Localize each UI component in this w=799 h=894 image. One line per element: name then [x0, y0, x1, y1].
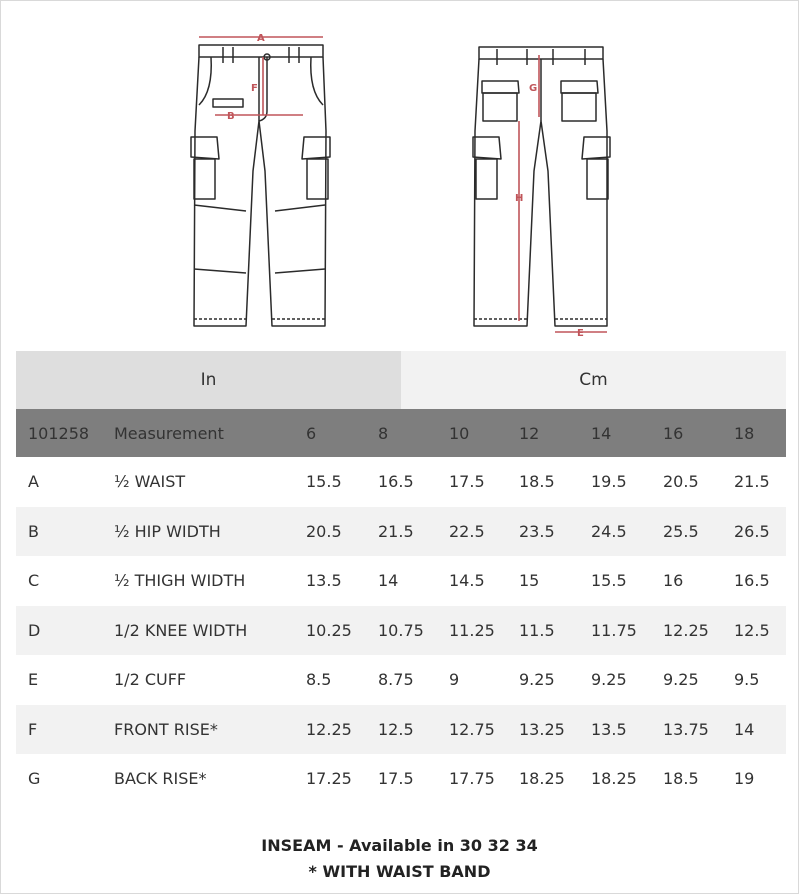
table-row — [16, 606, 786, 656]
table-header-cell: 6 — [306, 423, 317, 443]
size-value-cell: 18.25 — [591, 769, 637, 789]
size-value-cell: 13.75 — [663, 719, 709, 739]
diagram-label-a: A — [257, 33, 265, 44]
table-row — [16, 507, 786, 557]
size-value-cell: 18.5 — [663, 769, 699, 789]
size-value-cell: 12.5 — [734, 620, 770, 640]
table-row — [16, 457, 786, 507]
row-code-cell: F — [28, 719, 38, 739]
size-value-cell: 12.25 — [306, 719, 352, 739]
size-value-cell: 21.5 — [734, 472, 770, 492]
diagram-label-b: B — [227, 111, 235, 122]
size-table — [16, 409, 786, 804]
size-value-cell: 25.5 — [663, 521, 699, 541]
table-header-cell: 12 — [519, 423, 540, 443]
size-value-cell: 9 — [449, 670, 460, 690]
size-value-cell: 18.25 — [519, 769, 565, 789]
size-value-cell: 14 — [734, 719, 755, 739]
size-value-cell: 20.5 — [663, 472, 699, 492]
table-header-cell: 8 — [378, 423, 389, 443]
table-header-cell: 18 — [734, 423, 755, 443]
size-value-cell: 10.75 — [378, 620, 424, 640]
size-value-cell: 13.5 — [306, 571, 342, 591]
size-value-cell: 17.5 — [378, 769, 414, 789]
unit-tab-inches[interactable]: In — [16, 351, 401, 409]
table-header-cell: 16 — [663, 423, 684, 443]
size-value-cell: 20.5 — [306, 521, 342, 541]
diagram-label-g: G — [529, 83, 538, 94]
row-code-cell: D — [28, 620, 41, 640]
row-code-cell: E — [28, 670, 39, 690]
size-value-cell: 12.25 — [663, 620, 709, 640]
size-value-cell: 21.5 — [378, 521, 414, 541]
table-header-cell: 10 — [449, 423, 470, 443]
size-value-cell: 15 — [519, 571, 540, 591]
size-value-cell: 9.25 — [591, 670, 627, 690]
waist-band-note: * WITH WAIST BAND — [308, 862, 491, 881]
size-value-cell: 12.5 — [378, 719, 414, 739]
size-value-cell: 26.5 — [734, 521, 770, 541]
table-header-cell: Measurement — [114, 423, 224, 443]
diagram-label-h: H — [515, 193, 524, 204]
measurement-name-cell: BACK RISE* — [114, 769, 207, 789]
size-value-cell: 13.5 — [591, 719, 627, 739]
size-value-cell: 8.75 — [378, 670, 414, 690]
size-value-cell: 15.5 — [591, 571, 627, 591]
size-value-cell: 11.75 — [591, 620, 637, 640]
size-value-cell: 16.5 — [378, 472, 414, 492]
size-value-cell: 9.25 — [663, 670, 699, 690]
footer-notes — [1, 833, 798, 885]
table-header-cell: 101258 — [28, 423, 90, 443]
row-code-cell: C — [28, 571, 40, 591]
measurement-name-cell: ½ HIP WIDTH — [114, 521, 221, 541]
size-value-cell: 14.5 — [449, 571, 485, 591]
table-row — [16, 655, 786, 705]
inseam-note: INSEAM - Available in 30 32 34 — [261, 836, 538, 855]
size-value-cell: 8.5 — [306, 670, 332, 690]
table-row — [16, 754, 786, 804]
table-row — [16, 705, 786, 755]
size-value-cell: 23.5 — [519, 521, 555, 541]
size-value-cell: 9.5 — [734, 670, 760, 690]
size-value-cell: 14 — [378, 571, 399, 591]
unit-toggle — [16, 351, 786, 409]
size-value-cell: 16 — [663, 571, 684, 591]
measurement-name-cell: ½ THIGH WIDTH — [114, 571, 246, 591]
size-value-cell: 13.25 — [519, 719, 565, 739]
size-value-cell: 11.5 — [519, 620, 555, 640]
size-value-cell: 24.5 — [591, 521, 627, 541]
size-value-cell: 12.75 — [449, 719, 495, 739]
diagram-label-e: E — [577, 328, 584, 339]
front-view-pants — [191, 45, 330, 326]
row-code-cell: B — [28, 521, 39, 541]
table-header-cell: 14 — [591, 423, 612, 443]
size-value-cell: 10.25 — [306, 620, 352, 640]
size-value-cell: 19.5 — [591, 472, 627, 492]
size-value-cell: 9.25 — [519, 670, 555, 690]
size-value-cell: 17.25 — [306, 769, 352, 789]
size-value-cell: 11.25 — [449, 620, 495, 640]
size-value-cell: 16.5 — [734, 571, 770, 591]
size-value-cell: 15.5 — [306, 472, 342, 492]
size-value-cell: 17.5 — [449, 472, 485, 492]
measurement-name-cell: ½ WAIST — [114, 472, 186, 492]
size-value-cell: 19 — [734, 769, 755, 789]
table-row — [16, 556, 786, 606]
row-code-cell: G — [28, 769, 41, 789]
size-value-cell: 22.5 — [449, 521, 485, 541]
measurement-name-cell: FRONT RISE* — [114, 719, 218, 739]
pants-measurement-diagram — [1, 1, 798, 346]
table-header-row — [16, 409, 786, 457]
measurement-name-cell: 1/2 CUFF — [114, 670, 187, 690]
measurement-name-cell: 1/2 KNEE WIDTH — [114, 620, 248, 640]
diagram-label-f: F — [251, 83, 258, 94]
row-code-cell: A — [28, 472, 39, 492]
measurement-guides — [199, 37, 607, 332]
size-value-cell: 17.75 — [449, 769, 495, 789]
unit-tab-centimeters[interactable]: Cm — [401, 351, 786, 409]
back-view-pants — [473, 47, 610, 326]
size-value-cell: 18.5 — [519, 472, 555, 492]
